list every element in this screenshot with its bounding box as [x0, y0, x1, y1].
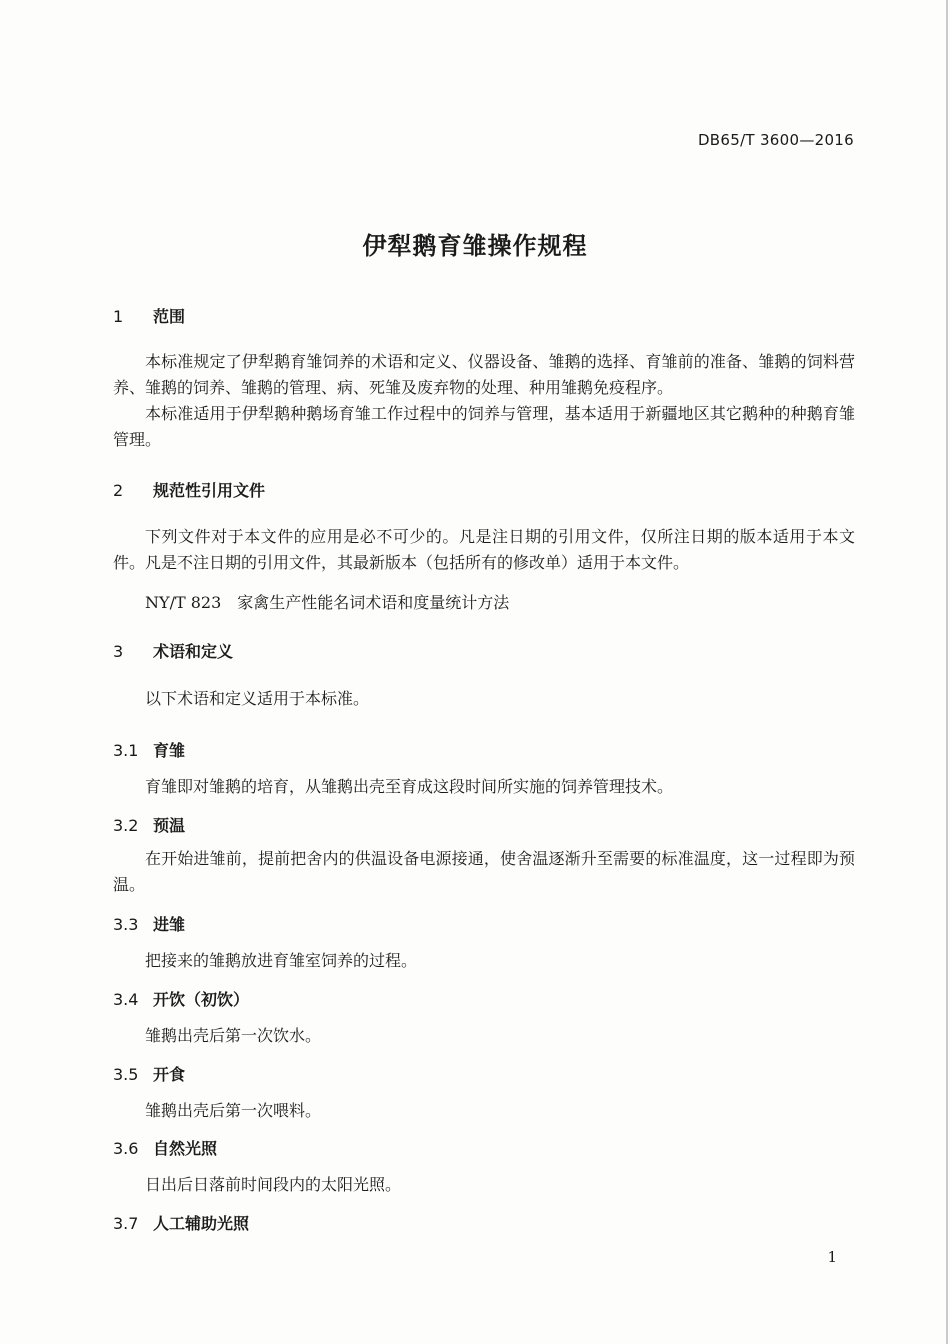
term-number: 3.7: [113, 1214, 139, 1233]
term-3-1-heading: [113, 738, 185, 761]
term-number: 3.3: [113, 915, 139, 934]
term-number: 3.6: [113, 1139, 139, 1158]
page-number: 1: [827, 1248, 837, 1266]
term-title: 预温: [153, 816, 186, 835]
term-title: 进雏: [153, 915, 186, 934]
term-number: 3.2: [113, 816, 139, 835]
term-3-7-heading: [113, 1211, 249, 1234]
section-title: 规范性引用文件: [153, 481, 266, 500]
term-3-2-heading: [113, 813, 185, 836]
term-title: 开食: [153, 1065, 186, 1084]
section-2-heading: [113, 478, 265, 501]
section-number: 2: [113, 481, 124, 500]
section-3-heading: [113, 639, 233, 662]
document-title: 伊犁鹅育雏操作规程: [362, 232, 588, 260]
term-3-5-definition: 雏鹅出壳后第一次喂料。: [145, 1101, 322, 1120]
term-title: 育雏: [153, 741, 186, 760]
term-3-2-definition: 在开始进雏前，提前把舍内的供温设备电源接通，使舍温逐渐升至需要的标准温度，这一过程即为预温。: [113, 849, 855, 894]
term-3-3-heading: [113, 912, 185, 935]
term-title: 自然光照: [153, 1139, 218, 1158]
normative-reference: NY/T 823 家禽生产性能名词术语和度量统计方法: [145, 593, 510, 612]
section-number: 3: [113, 642, 124, 661]
term-3-4-definition: 雏鹅出壳后第一次饮水。: [145, 1026, 322, 1045]
term-number: 3.4: [113, 990, 139, 1009]
section-title: 术语和定义: [153, 642, 234, 661]
term-3-5-heading: [113, 1062, 185, 1085]
section-3-intro: 以下术语和定义适用于本标准。: [145, 689, 370, 708]
term-title: 人工辅助光照: [153, 1214, 250, 1233]
term-3-6-definition: 日出后日落前时间段内的太阳光照。: [145, 1175, 402, 1194]
section-title: 范围: [153, 307, 186, 326]
document-code: DB65/T 3600—2016: [697, 131, 854, 149]
term-3-4-heading: [113, 987, 249, 1010]
term-3-6-heading: [113, 1136, 217, 1159]
term-3-1-definition: 育雏即对雏鹅的培育，从雏鹅出壳至育成这段时间所实施的饲养管理技术。: [145, 777, 674, 796]
section-number: 1: [113, 307, 124, 326]
section-2-paragraph: 下列文件对于本文件的应用是必不可少的。凡是注日期的引用文件，仅所注日期的版本适用于本文件。凡是不注日期的引用文件，其最新版本（包括所有的修改单）适用于本文件。: [113, 527, 855, 572]
section-1-paragraph-2: 本标准适用于伊犁鹅种鹅场育雏工作过程中的饲养与管理，基本适用于新疆地区其它鹅种的种鹅育雏管理。: [113, 404, 855, 449]
scan-edge-mark: [946, 0, 948, 1344]
section-1-paragraph-1: 本标准规定了伊犁鹅育雏饲养的术语和定义、仪器设备、雏鹅的选择、育雏前的准备、雏鹅的饲料营养、雏鹅的饲养、雏鹅的管理、病、死雏及废弃物的处理、种用雏鹅免疫程序。: [113, 352, 855, 397]
section-1-heading: [113, 304, 185, 327]
term-number: 3.1: [113, 741, 139, 760]
term-3-3-definition: 把接来的雏鹅放进育雏室饲养的过程。: [145, 951, 418, 970]
term-number: 3.5: [113, 1065, 139, 1084]
term-title: 开饮（初饮）: [153, 990, 250, 1009]
